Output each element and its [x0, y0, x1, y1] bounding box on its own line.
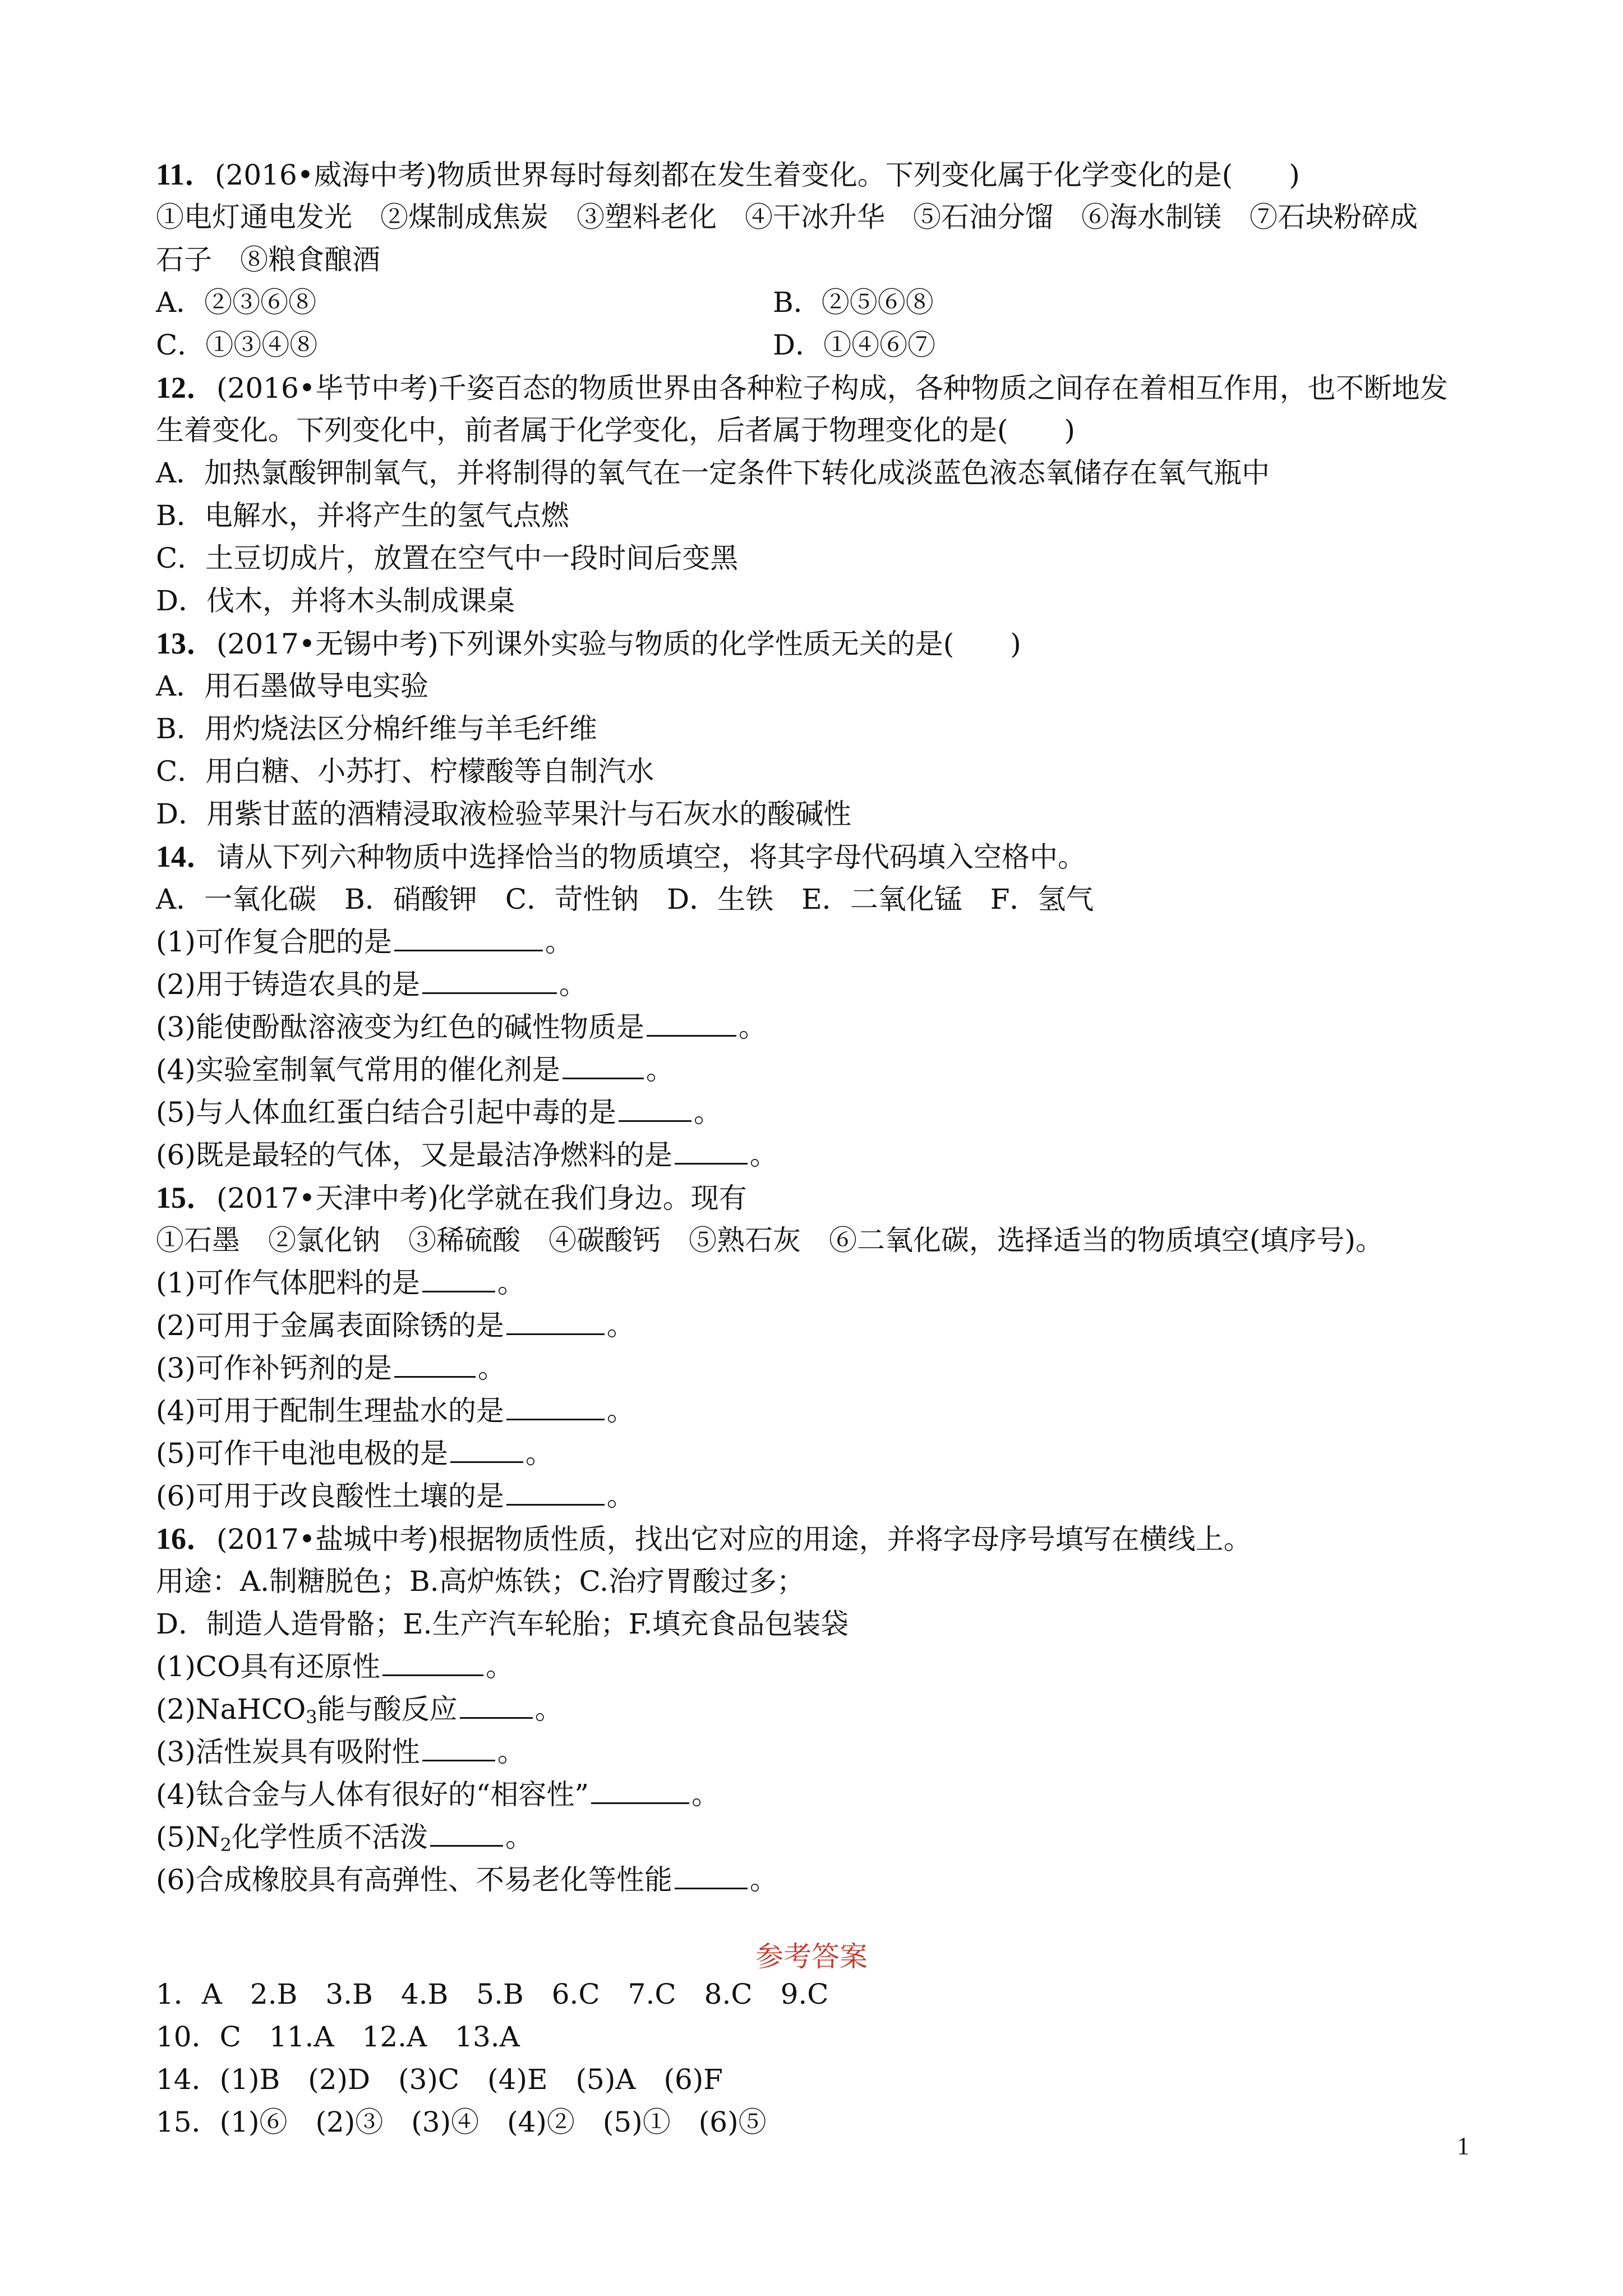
q11-items-line1: ①电灯通电发光 ②煤制成焦炭 ③塑料老化 ④干冰升华 ⑤石油分馏 ⑥海水制镁 ⑦石块粉碎成 — [156, 201, 1418, 233]
subscript: 2 — [220, 1834, 232, 1856]
q16-sub4-text: (4)钛合金与人体有很好的“相容性” — [156, 1778, 589, 1811]
q16-sub1 — [156, 1649, 514, 1684]
answer-blank[interactable] — [591, 1779, 689, 1804]
period: 。 — [545, 926, 573, 958]
q16-sub5-text: (5)N — [156, 1821, 220, 1853]
q11-items-line2: 石子 ⑧粮食酿酒 — [156, 243, 380, 276]
q14-choices: A．一氧化碳 B．硝酸钾 C．苛性钠 D．生铁 E．二氧化锰 F．氢气 — [156, 883, 1094, 915]
answer-blank[interactable] — [506, 1480, 605, 1506]
q16-stem — [156, 1521, 1252, 1557]
q13-option-b: B．用灼烧法区分棉纤维与羊毛纤维 — [156, 712, 597, 745]
q13-stem-text: (2017•无锡中考)下列课外实验与物质的化学性质无关的是( ) — [216, 628, 1021, 660]
q15-sub1 — [156, 1266, 525, 1300]
q14-sub4 — [156, 1052, 674, 1087]
answer-blank[interactable] — [450, 1438, 523, 1463]
period: 。 — [559, 968, 587, 1001]
q12-number: 12． — [156, 371, 216, 404]
q16-sub2-text: (2)NaHCO — [156, 1693, 306, 1726]
q12-stem-text: (2016•毕节中考)千姿百态的物质世界由各种粒子构成，各种物质之间存在着相互作用，也不断地发 — [216, 372, 1448, 404]
q16-sub4 — [156, 1777, 720, 1812]
q12-option-d: D．伐木，并将木头制成课桌 — [156, 585, 515, 617]
period: 。 — [497, 1267, 525, 1299]
period: 。 — [749, 1139, 778, 1171]
q13-number: 13． — [156, 627, 216, 660]
q13-option-c: C．用白糖、小苏打、柠檬酸等自制汽水 — [156, 755, 654, 788]
q14-stem — [156, 839, 1086, 875]
period: 。 — [525, 1437, 554, 1470]
q16-sub2 — [156, 1692, 563, 1727]
q15-sub6-text: (6)可用于改良酸性土壤的是 — [156, 1480, 504, 1512]
answer-blank[interactable] — [394, 926, 543, 951]
q14-sub1 — [156, 924, 573, 959]
answer-blank[interactable] — [562, 1054, 644, 1079]
q11-option-c: C．①③④⑧ — [156, 329, 318, 361]
q11-stem-text: (2016•威海中考)物质世界每时每刻都在发生着变化。下列变化属于化学变化的是( ) — [215, 159, 1300, 191]
q14-sub2 — [156, 967, 587, 1002]
q14-sub5-text: (5)与人体血红蛋白结合引起中毒的是 — [156, 1096, 616, 1129]
q14-number: 14． — [156, 840, 216, 873]
answer-blank[interactable] — [506, 1395, 605, 1420]
q15-sub1-text: (1)可作气体肥料的是 — [156, 1267, 420, 1299]
q15-sub5-text: (5)可作干电池电极的是 — [156, 1437, 448, 1470]
q13-option-d: D．用紫甘蓝的酒精浸取液检验苹果汁与石灰水的酸碱性 — [156, 798, 852, 830]
q11-option-d: D．①④⑥⑦ — [773, 329, 936, 361]
period: 。 — [486, 1650, 514, 1683]
answer-blank[interactable] — [460, 1694, 533, 1719]
answers-line3: 14．(1)B (2)D (3)C (4)E (5)A (6)F — [156, 2063, 723, 2096]
answer-blank[interactable] — [422, 969, 557, 994]
q16-sub3 — [156, 1734, 525, 1769]
q16-uses-line1: 用途：A.制糖脱色；B.高炉炼铁；C.治疗胃酸过多； — [156, 1565, 805, 1598]
period: 。 — [738, 1011, 767, 1043]
q15-stem — [156, 1180, 747, 1216]
q16-sub5-text-post: 化学性质不活泼 — [231, 1821, 428, 1853]
answer-blank[interactable] — [506, 1310, 605, 1335]
q16-sub6-text: (6)合成橡胶具有高弹性、不易老化等性能 — [156, 1864, 672, 1896]
period: 。 — [606, 1309, 635, 1342]
q14-stem-text: 请从下列六种物质中选择恰当的物质填空，将其字母代码填入空格中。 — [216, 841, 1086, 873]
answers-line4: 15．(1)⑥ (2)③ (3)④ (4)② (5)① (6)⑤ — [156, 2106, 767, 2138]
q15-sub2-text: (2)可用于金属表面除锈的是 — [156, 1309, 504, 1342]
answer-blank[interactable] — [422, 1267, 495, 1292]
period: 。 — [477, 1352, 506, 1384]
answer-blank[interactable] — [394, 1352, 476, 1378]
q11-number: 11． — [156, 158, 215, 191]
period: 。 — [691, 1778, 720, 1811]
q16-sub2-text-post: 能与酸反应 — [317, 1693, 458, 1726]
answer-blank[interactable] — [619, 1097, 691, 1122]
period: 。 — [749, 1864, 778, 1896]
period: 。 — [505, 1821, 533, 1853]
q11-options-row2 — [156, 328, 936, 362]
q14-sub3 — [156, 1010, 767, 1045]
q12-stem-line1 — [156, 370, 1448, 406]
q13-stem — [156, 626, 1021, 661]
q16-sub1-text: (1)CO具有还原性 — [156, 1650, 381, 1683]
answer-blank[interactable] — [675, 1139, 748, 1165]
q14-sub6-text: (6)既是最轻的气体，又是最洁净燃料的是 — [156, 1139, 672, 1171]
q13-option-a: A．用石墨做导电实验 — [156, 670, 429, 702]
q11-option-b: B．②⑤⑥⑧ — [773, 286, 934, 319]
answer-blank[interactable] — [647, 1011, 736, 1037]
period: 。 — [606, 1480, 635, 1512]
q11-stem — [156, 157, 1300, 192]
q16-number: 16． — [156, 1522, 216, 1556]
q15-sub4 — [156, 1393, 635, 1428]
answer-blank[interactable] — [675, 1864, 748, 1889]
q12-option-c: C．土豆切成片，放置在空气中一段时间后变黑 — [156, 542, 739, 574]
answers-line1: 1．A 2.B 3.B 4.B 5.B 6.C 7.C 8.C 9.C — [156, 1978, 829, 2010]
answer-blank[interactable] — [430, 1821, 503, 1847]
q15-sub3-text: (3)可作补钙剂的是 — [156, 1352, 392, 1384]
q15-sub3 — [156, 1351, 506, 1386]
q14-sub5 — [156, 1095, 722, 1130]
answers-line2: 10．C 11.A 12.A 13.A — [156, 2021, 520, 2053]
q16-uses-line2: D．制造人造骨骼；E.生产汽车轮胎；F.填充食品包装袋 — [156, 1608, 849, 1640]
period: 。 — [606, 1395, 635, 1427]
answers-heading: 参考答案 — [755, 1940, 868, 1973]
q15-number: 15． — [156, 1181, 216, 1214]
q11-option-a: A．②③⑥⑧ — [156, 286, 317, 319]
answer-blank[interactable] — [382, 1651, 483, 1676]
period: 。 — [534, 1693, 563, 1726]
q15-sub2 — [156, 1308, 635, 1343]
period: 。 — [497, 1736, 525, 1768]
q14-sub4-text: (4)实验室制氧气常用的催化剂是 — [156, 1053, 560, 1086]
period: 。 — [693, 1096, 722, 1129]
q15-stem-text: (2017•天津中考)化学就在我们身边。现有 — [216, 1182, 747, 1214]
q15-sub6 — [156, 1479, 635, 1513]
q12-option-b: B．电解水，并将产生的氢气点燃 — [156, 499, 569, 532]
q14-sub6 — [156, 1138, 778, 1172]
q16-sub6 — [156, 1862, 778, 1897]
q15-sub5 — [156, 1436, 554, 1471]
period: 。 — [645, 1053, 674, 1086]
q11-options-row1 — [156, 285, 934, 320]
q14-sub2-text: (2)用于铸造农具的是 — [156, 968, 420, 1001]
q14-sub3-text: (3)能使酚酞溶液变为红色的碱性物质是 — [156, 1011, 644, 1043]
q12-option-a: A．加热氯酸钾制氧气，并将制得的氧气在一定条件下转化成淡蓝色液态氧储存在氧气瓶中 — [156, 457, 1270, 489]
q15-sub4-text: (4)可用于配制生理盐水的是 — [156, 1395, 504, 1427]
answer-blank[interactable] — [422, 1736, 495, 1761]
q12-stem-line2: 生着变化。下列变化中，前者属于化学变化，后者属于物理变化的是( ) — [156, 414, 1076, 447]
q14-sub1-text: (1)可作复合肥的是 — [156, 926, 392, 958]
q16-stem-text: (2017•盐城中考)根据物质性质，找出它对应的用途，并将字母序号填写在横线上。 — [216, 1523, 1252, 1556]
q16-sub3-text: (3)活性炭具有吸附性 — [156, 1736, 420, 1768]
q16-sub5 — [156, 1820, 533, 1855]
q15-items: ①石墨 ②氯化钠 ③稀硫酸 ④碳酸钙 ⑤熟石灰 ⑥二氧化碳，选择适当的物质填空(填序号)。 — [156, 1224, 1384, 1257]
page-number: 1 — [1457, 2132, 1469, 2160]
subscript: 3 — [306, 1706, 317, 1728]
